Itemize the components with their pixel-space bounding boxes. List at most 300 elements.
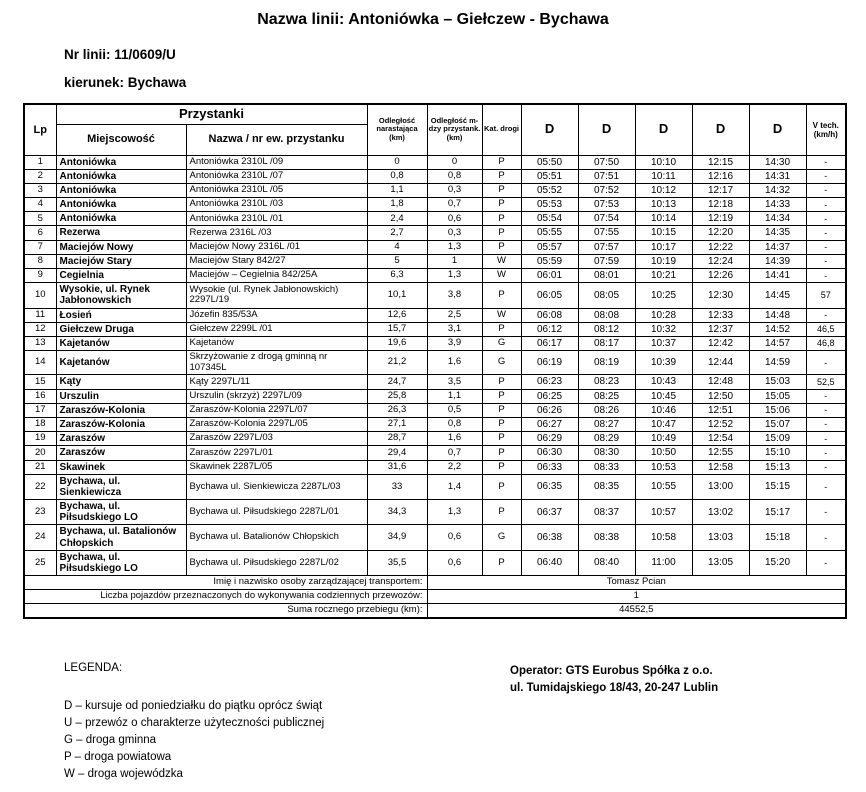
departure-time-cell: 10:46 — [635, 403, 692, 417]
page-title: Nazwa linii: Antoniówka – Giełczew - Bychawa — [257, 11, 609, 28]
city-cell: Bychawa, ul. Batalionów Chłopskich — [56, 525, 186, 550]
departure-time-cell: 12:33 — [692, 308, 749, 322]
departure-time-cell: 13:03 — [692, 525, 749, 550]
v-tech-cell: - — [806, 432, 846, 446]
distance-between-cell: 1,6 — [427, 351, 482, 375]
departure-time-cell: 08:05 — [578, 283, 635, 308]
distance-cumulative-cell: 28,7 — [367, 432, 427, 446]
departure-time-cell: 08:27 — [578, 417, 635, 431]
city-cell: Maciejów Stary — [56, 254, 186, 268]
city-cell: Bychawa, ul. Sienkiewicza — [56, 474, 186, 499]
road-category-cell: P — [482, 283, 521, 308]
departure-time-cell: 12:37 — [692, 322, 749, 336]
summary-value-cell: 44552,5 — [427, 604, 846, 618]
v-tech-cell: - — [806, 226, 846, 240]
departure-time-cell: 07:51 — [578, 169, 635, 183]
road-category-cell: P — [482, 417, 521, 431]
departure-time-cell: 14:33 — [749, 198, 806, 212]
departure-time-cell: 12:55 — [692, 446, 749, 460]
departure-time-cell: 10:13 — [635, 198, 692, 212]
header-stops-group: Przystanki — [56, 104, 367, 124]
departure-time-cell: 10:37 — [635, 336, 692, 350]
distance-cumulative-cell: 35,5 — [367, 550, 427, 575]
table-row — [24, 322, 846, 336]
departure-time-cell: 12:44 — [692, 351, 749, 375]
road-category-cell: G — [482, 336, 521, 350]
departure-time-cell: 12:22 — [692, 240, 749, 254]
table-row — [24, 417, 846, 431]
distance-cumulative-cell: 10,1 — [367, 283, 427, 308]
departure-time-cell: 14:39 — [749, 254, 806, 268]
departure-time-cell: 14:45 — [749, 283, 806, 308]
departure-time-cell: 07:57 — [578, 240, 635, 254]
departure-time-cell: 10:45 — [635, 389, 692, 403]
table-row — [24, 432, 846, 446]
direction-label: kierunek: Bychawa — [64, 75, 187, 90]
header-departure-3: D — [635, 104, 692, 155]
lp-cell: 18 — [24, 417, 56, 431]
departure-time-cell: 08:37 — [578, 500, 635, 525]
departure-time-cell: 15:10 — [749, 446, 806, 460]
lp-cell: 11 — [24, 308, 56, 322]
departure-time-cell: 14:41 — [749, 269, 806, 283]
road-category-cell: P — [482, 212, 521, 226]
distance-cumulative-cell: 24,7 — [367, 375, 427, 389]
v-tech-cell: - — [806, 212, 846, 226]
departure-time-cell: 12:30 — [692, 283, 749, 308]
distance-between-cell: 1,4 — [427, 474, 482, 499]
distance-between-cell: 3,8 — [427, 283, 482, 308]
operator-info — [510, 663, 718, 697]
lp-cell: 14 — [24, 351, 56, 375]
distance-cumulative-cell: 33 — [367, 474, 427, 499]
departure-time-cell: 14:32 — [749, 183, 806, 197]
lp-cell: 12 — [24, 322, 56, 336]
v-tech-cell: 52,5 — [806, 375, 846, 389]
departure-time-cell: 10:50 — [635, 446, 692, 460]
road-category-cell: P — [482, 550, 521, 575]
departure-time-cell: 14:34 — [749, 212, 806, 226]
departure-time-cell: 10:19 — [635, 254, 692, 268]
summary-label-cell: Liczba pojazdów przeznaczonych do wykonywania codziennych przewozów: — [24, 590, 427, 604]
departure-time-cell: 08:33 — [578, 460, 635, 474]
table-row — [24, 226, 846, 240]
distance-between-cell: 1,6 — [427, 432, 482, 446]
departure-time-cell: 08:17 — [578, 336, 635, 350]
stop-name-cell: Antoniówka 2310L /05 — [186, 183, 367, 197]
lp-cell: 2 — [24, 169, 56, 183]
departure-time-cell: 11:00 — [635, 550, 692, 575]
header-departure-5: D — [749, 104, 806, 155]
v-tech-cell: - — [806, 155, 846, 169]
table-row — [24, 525, 846, 550]
table-row — [24, 500, 846, 525]
stop-name-cell: Zaraszów 2297L/03 — [186, 432, 367, 446]
departure-time-cell: 06:12 — [521, 322, 578, 336]
departure-time-cell: 06:29 — [521, 432, 578, 446]
city-cell: Zaraszów — [56, 432, 186, 446]
departure-time-cell: 15:07 — [749, 417, 806, 431]
road-category-cell: P — [482, 198, 521, 212]
v-tech-cell: - — [806, 198, 846, 212]
departure-time-cell: 14:52 — [749, 322, 806, 336]
distance-cumulative-cell: 21,2 — [367, 351, 427, 375]
stop-name-cell: Antoniówka 2310L /07 — [186, 169, 367, 183]
departure-time-cell: 06:38 — [521, 525, 578, 550]
departure-time-cell: 06:05 — [521, 283, 578, 308]
legend-item: G – droga gminna — [64, 734, 157, 746]
departure-time-cell: 15:05 — [749, 389, 806, 403]
road-category-cell: P — [482, 474, 521, 499]
departure-time-cell: 10:53 — [635, 460, 692, 474]
distance-between-cell: 1 — [427, 254, 482, 268]
distance-between-cell: 1,3 — [427, 240, 482, 254]
departure-time-cell: 06:25 — [521, 389, 578, 403]
road-category-cell: P — [482, 403, 521, 417]
departure-time-cell: 07:53 — [578, 198, 635, 212]
table-row — [24, 169, 846, 183]
distance-cumulative-cell: 34,3 — [367, 500, 427, 525]
v-tech-cell: - — [806, 446, 846, 460]
table-row — [24, 389, 846, 403]
departure-time-cell: 12:20 — [692, 226, 749, 240]
road-category-cell: P — [482, 389, 521, 403]
distance-between-cell: 2,5 — [427, 308, 482, 322]
header-lp: Lp — [24, 104, 56, 155]
v-tech-cell: - — [806, 525, 846, 550]
v-tech-cell: 57 — [806, 283, 846, 308]
v-tech-cell: - — [806, 389, 846, 403]
departure-time-cell: 06:08 — [521, 308, 578, 322]
summary-row — [24, 576, 846, 590]
table-row — [24, 460, 846, 474]
distance-cumulative-cell: 6,3 — [367, 269, 427, 283]
departure-time-cell: 14:59 — [749, 351, 806, 375]
table-row — [24, 550, 846, 575]
stop-name-cell: Skrzyżowanie z drogą gminną nr 107345L — [186, 351, 367, 375]
table-row — [24, 403, 846, 417]
stop-name-cell: Bychawa ul. Piłsudskiego 2287L/02 — [186, 550, 367, 575]
road-category-cell: P — [482, 226, 521, 240]
departure-time-cell: 12:51 — [692, 403, 749, 417]
road-category-cell: P — [482, 446, 521, 460]
distance-cumulative-cell: 31,6 — [367, 460, 427, 474]
road-category-cell: G — [482, 525, 521, 550]
city-cell: Zaraszów-Kolonia — [56, 417, 186, 431]
distance-between-cell: 0,8 — [427, 169, 482, 183]
v-tech-cell: - — [806, 269, 846, 283]
departure-time-cell: 10:28 — [635, 308, 692, 322]
stop-name-cell: Kajetanów — [186, 336, 367, 350]
distance-between-cell: 0,3 — [427, 226, 482, 240]
departure-time-cell: 14:57 — [749, 336, 806, 350]
legend-items — [64, 698, 324, 783]
header-road-category: Kat. drogi — [482, 104, 521, 155]
departure-time-cell: 08:08 — [578, 308, 635, 322]
v-tech-cell: 46,8 — [806, 336, 846, 350]
distance-between-cell: 0,7 — [427, 446, 482, 460]
v-tech-cell: - — [806, 403, 846, 417]
distance-cumulative-cell: 15,7 — [367, 322, 427, 336]
distance-cumulative-cell: 26,3 — [367, 403, 427, 417]
lp-cell: 3 — [24, 183, 56, 197]
road-category-cell: W — [482, 254, 521, 268]
lp-cell: 8 — [24, 254, 56, 268]
departure-time-cell: 12:18 — [692, 198, 749, 212]
lp-cell: 16 — [24, 389, 56, 403]
departure-time-cell: 14:31 — [749, 169, 806, 183]
departure-time-cell: 08:35 — [578, 474, 635, 499]
departure-time-cell: 06:17 — [521, 336, 578, 350]
distance-cumulative-cell: 29,4 — [367, 446, 427, 460]
stop-name-cell: Zaraszów-Kolonia 2297L/05 — [186, 417, 367, 431]
lp-cell: 4 — [24, 198, 56, 212]
header-stop-name: Nazwa / nr ew. przystanku — [186, 124, 367, 155]
v-tech-cell: - — [806, 500, 846, 525]
city-cell: Kajetanów — [56, 351, 186, 375]
departure-time-cell: 07:59 — [578, 254, 635, 268]
departure-time-cell: 12:52 — [692, 417, 749, 431]
departure-time-cell: 10:57 — [635, 500, 692, 525]
departure-time-cell: 10:15 — [635, 226, 692, 240]
distance-between-cell: 0,3 — [427, 183, 482, 197]
departure-time-cell: 08:23 — [578, 375, 635, 389]
road-category-cell: P — [482, 169, 521, 183]
departure-time-cell: 15:09 — [749, 432, 806, 446]
departure-time-cell: 14:37 — [749, 240, 806, 254]
distance-cumulative-cell: 27,1 — [367, 417, 427, 431]
v-tech-cell: - — [806, 240, 846, 254]
departure-time-cell: 07:54 — [578, 212, 635, 226]
stop-name-cell: Giełczew 2299L /01 — [186, 322, 367, 336]
road-category-cell: P — [482, 155, 521, 169]
v-tech-cell: - — [806, 550, 846, 575]
distance-between-cell: 1,3 — [427, 269, 482, 283]
departure-time-cell: 10:32 — [635, 322, 692, 336]
city-cell: Wysokie, ul. Rynek Jabłonowskich — [56, 283, 186, 308]
timetable-body — [24, 155, 846, 618]
distance-between-cell: 0,6 — [427, 550, 482, 575]
header-city: Miejscowość — [56, 124, 186, 155]
distance-between-cell: 0,5 — [427, 403, 482, 417]
departure-time-cell: 10:49 — [635, 432, 692, 446]
table-row — [24, 183, 846, 197]
departure-time-cell: 07:55 — [578, 226, 635, 240]
departure-time-cell: 06:30 — [521, 446, 578, 460]
v-tech-cell: - — [806, 460, 846, 474]
road-category-cell: P — [482, 432, 521, 446]
lp-cell: 20 — [24, 446, 56, 460]
header-distance-between: Odległość m-dzy przystank. (km) — [427, 104, 482, 155]
road-category-cell: P — [482, 183, 521, 197]
distance-between-cell: 0,8 — [427, 417, 482, 431]
stop-name-cell: Rezerwa 2316L /03 — [186, 226, 367, 240]
line-number: Nr linii: 11/0609/U — [64, 47, 176, 62]
lp-cell: 19 — [24, 432, 56, 446]
stop-name-cell: Kąty 2297L/11 — [186, 375, 367, 389]
departure-time-cell: 10:12 — [635, 183, 692, 197]
stop-name-cell: Wysokie (ul. Rynek Jabłonowskich) 2297L/19 — [186, 283, 367, 308]
table-row — [24, 155, 846, 169]
city-cell: Skawinek — [56, 460, 186, 474]
departure-time-cell: 13:02 — [692, 500, 749, 525]
v-tech-cell: - — [806, 308, 846, 322]
departure-time-cell: 08:25 — [578, 389, 635, 403]
departure-time-cell: 12:50 — [692, 389, 749, 403]
legend-title: LEGENDA: — [64, 662, 123, 674]
city-cell: Giełczew Druga — [56, 322, 186, 336]
table-row — [24, 240, 846, 254]
departure-time-cell: 15:18 — [749, 525, 806, 550]
legend-item: W – droga wojewódzka — [64, 768, 183, 780]
departure-time-cell: 06:26 — [521, 403, 578, 417]
summary-row — [24, 604, 846, 618]
summary-value-cell: 1 — [427, 590, 846, 604]
lp-cell: 15 — [24, 375, 56, 389]
departure-time-cell: 08:29 — [578, 432, 635, 446]
departure-time-cell: 05:59 — [521, 254, 578, 268]
departure-time-cell: 15:13 — [749, 460, 806, 474]
distance-cumulative-cell: 34,9 — [367, 525, 427, 550]
departure-time-cell: 10:39 — [635, 351, 692, 375]
distance-cumulative-cell: 1,1 — [367, 183, 427, 197]
departure-time-cell: 06:27 — [521, 417, 578, 431]
departure-time-cell: 10:14 — [635, 212, 692, 226]
departure-time-cell: 10:21 — [635, 269, 692, 283]
distance-between-cell: 0,6 — [427, 525, 482, 550]
table-row — [24, 446, 846, 460]
table-row — [24, 474, 846, 499]
legend-item: U – przewóz o charakterze użyteczności publicznej — [64, 717, 325, 729]
stop-name-cell: Bychawa ul. Batalionów Chłopskich — [186, 525, 367, 550]
lp-cell: 23 — [24, 500, 56, 525]
distance-between-cell: 1,3 — [427, 500, 482, 525]
lp-cell: 10 — [24, 283, 56, 308]
timetable — [23, 103, 847, 619]
departure-time-cell: 15:03 — [749, 375, 806, 389]
departure-time-cell: 06:35 — [521, 474, 578, 499]
distance-cumulative-cell: 2,7 — [367, 226, 427, 240]
legend — [64, 662, 324, 783]
summary-label-cell: Imię i nazwisko osoby zarządzającej transportem: — [24, 576, 427, 590]
table-row — [24, 269, 846, 283]
city-cell: Łosień — [56, 308, 186, 322]
distance-between-cell: 2,2 — [427, 460, 482, 474]
city-cell: Zaraszów-Kolonia — [56, 403, 186, 417]
v-tech-cell: 46,5 — [806, 322, 846, 336]
departure-time-cell: 05:53 — [521, 198, 578, 212]
legend-item: D – kursuje od poniedziałku do piątku oprócz świąt — [64, 700, 323, 712]
city-cell: Bychawa, ul. Piłsudskiego LO — [56, 500, 186, 525]
departure-time-cell: 08:19 — [578, 351, 635, 375]
road-category-cell: P — [482, 500, 521, 525]
departure-time-cell: 12:19 — [692, 212, 749, 226]
departure-time-cell: 08:12 — [578, 322, 635, 336]
stop-name-cell: Skawinek 2287L/05 — [186, 460, 367, 474]
v-tech-cell: - — [806, 351, 846, 375]
city-cell: Urszulin — [56, 389, 186, 403]
operator-address: ul. Tumidajskiego 18/43, 20-247 Lublin — [510, 682, 719, 694]
distance-between-cell: 3,9 — [427, 336, 482, 350]
stop-name-cell: Bychawa ul. Piłsudskiego 2287L/01 — [186, 500, 367, 525]
city-cell: Bychawa, ul. Piłsudskiego LO — [56, 550, 186, 575]
departure-time-cell: 12:15 — [692, 155, 749, 169]
lp-cell: 6 — [24, 226, 56, 240]
table-row — [24, 283, 846, 308]
table-row — [24, 198, 846, 212]
distance-cumulative-cell: 0,8 — [367, 169, 427, 183]
lp-cell: 7 — [24, 240, 56, 254]
operator-name: Operator: GTS Eurobus Spółka z o.o. — [510, 665, 713, 677]
v-tech-cell: - — [806, 474, 846, 499]
departure-time-cell: 15:20 — [749, 550, 806, 575]
departure-time-cell: 06:37 — [521, 500, 578, 525]
departure-time-cell: 14:35 — [749, 226, 806, 240]
table-row — [24, 375, 846, 389]
departure-time-cell: 10:10 — [635, 155, 692, 169]
city-cell: Kąty — [56, 375, 186, 389]
city-cell: Antoniówka — [56, 183, 186, 197]
distance-cumulative-cell: 0 — [367, 155, 427, 169]
table-row — [24, 351, 846, 375]
distance-between-cell: 1,1 — [427, 389, 482, 403]
stop-name-cell: Zaraszów-Kolonia 2297L/07 — [186, 403, 367, 417]
stop-name-cell: Antoniówka 2310L /09 — [186, 155, 367, 169]
stop-name-cell: Maciejów – Cegielnia 842/25A — [186, 269, 367, 283]
lp-cell: 17 — [24, 403, 56, 417]
distance-between-cell: 0,7 — [427, 198, 482, 212]
departure-time-cell: 12:42 — [692, 336, 749, 350]
city-cell: Cegielnia — [56, 269, 186, 283]
distance-between-cell: 3,5 — [427, 375, 482, 389]
table-row — [24, 212, 846, 226]
departure-time-cell: 10:17 — [635, 240, 692, 254]
departure-time-cell: 13:00 — [692, 474, 749, 499]
header-v-tech: V tech. (km/h) — [806, 104, 846, 155]
distance-cumulative-cell: 19,6 — [367, 336, 427, 350]
lp-cell: 5 — [24, 212, 56, 226]
departure-time-cell: 05:55 — [521, 226, 578, 240]
departure-time-cell: 06:33 — [521, 460, 578, 474]
departure-time-cell: 06:19 — [521, 351, 578, 375]
departure-time-cell: 07:52 — [578, 183, 635, 197]
road-category-cell: P — [482, 322, 521, 336]
city-cell: Antoniówka — [56, 212, 186, 226]
stop-name-cell: Zaraszów 2297L/01 — [186, 446, 367, 460]
departure-time-cell: 06:23 — [521, 375, 578, 389]
departure-time-cell: 12:17 — [692, 183, 749, 197]
departure-time-cell: 12:58 — [692, 460, 749, 474]
legend-item: P – droga powiatowa — [64, 751, 172, 763]
departure-time-cell: 12:24 — [692, 254, 749, 268]
departure-time-cell: 08:40 — [578, 550, 635, 575]
departure-time-cell: 05:57 — [521, 240, 578, 254]
departure-time-cell: 08:38 — [578, 525, 635, 550]
header-distance-cumulative: Odległość narastająca (km) — [367, 104, 427, 155]
departure-time-cell: 06:40 — [521, 550, 578, 575]
city-cell: Antoniówka — [56, 169, 186, 183]
distance-between-cell: 0,6 — [427, 212, 482, 226]
city-cell: Kajetanów — [56, 336, 186, 350]
departure-time-cell: 10:58 — [635, 525, 692, 550]
summary-value-cell: Tomasz Pcian — [427, 576, 846, 590]
lp-cell: 25 — [24, 550, 56, 575]
departure-time-cell: 14:48 — [749, 308, 806, 322]
city-cell: Rezerwa — [56, 226, 186, 240]
distance-cumulative-cell: 2,4 — [367, 212, 427, 226]
departure-time-cell: 08:26 — [578, 403, 635, 417]
departure-time-cell: 14:30 — [749, 155, 806, 169]
